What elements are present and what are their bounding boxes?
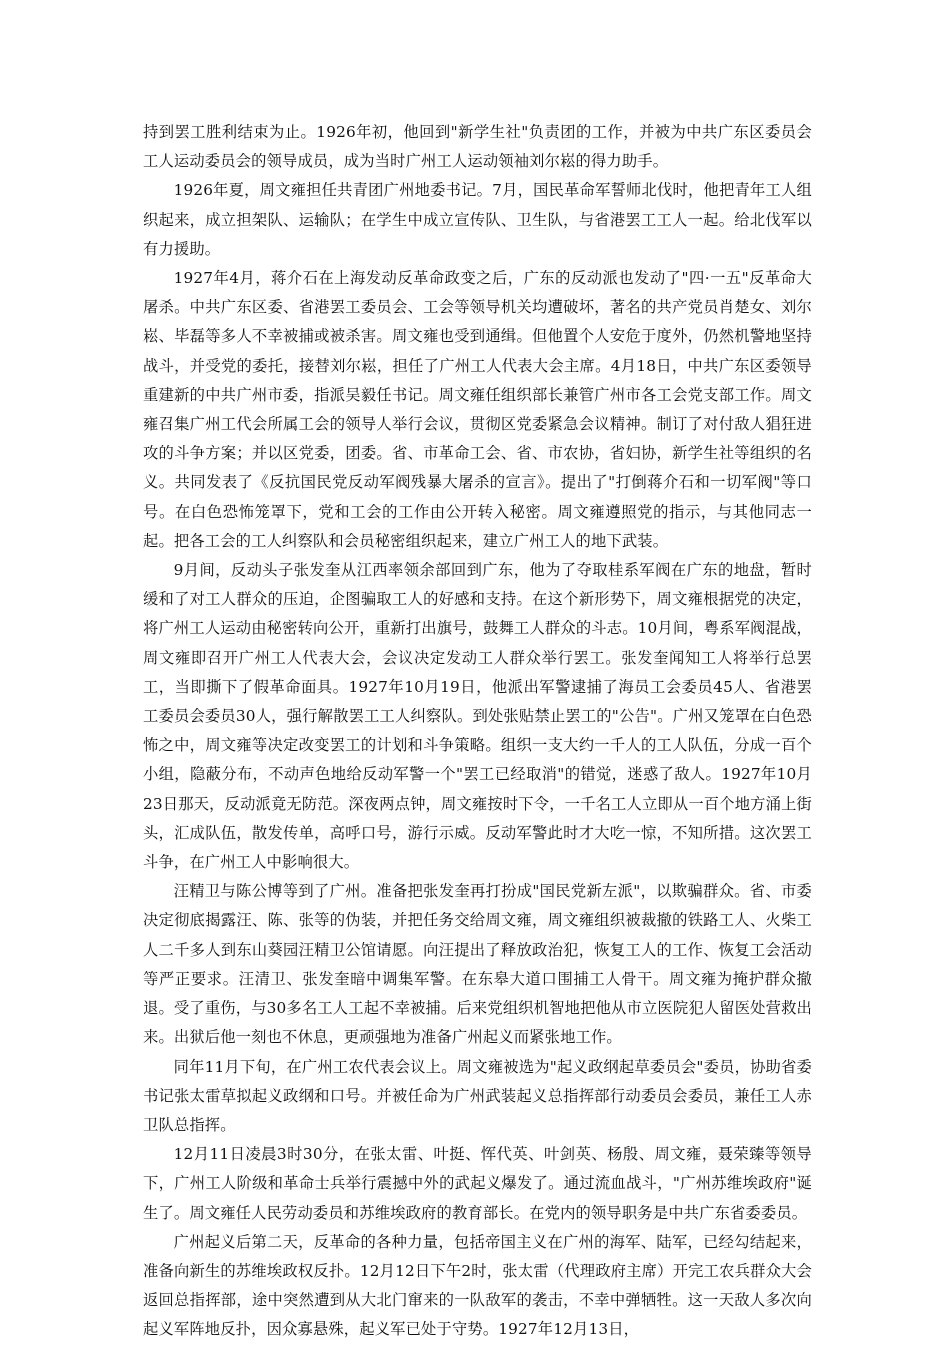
paragraph-5: 汪精卫与陈公博等到了广州。准备把张发奎再打扮成"国民党新左派"，以欺骗群众。省、市委决定彻底揭露汪、陈、张等的伪装，并把任务交给周文雍，周文雍组织被裁撤的铁路工人、火柴工人二千多人到东山葵园汪精卫公馆请愿。向汪提出了释放政治犯，恢复工人的工作、恢复工会活动等严正要求。汪清卫、张发奎暗中调集军警。在东皋大道口围捕工人骨干。周文雍为掩护群众撤退。受了重伤，与30多名工人工起不幸被捕。后来党组织机智地把他从市立医院犯人留医处营救出来。出狱后他一刻也不休息，更顽强地为准备广州起义而紧张地工作。	[143, 882, 812, 1047]
paragraph-8: 广州起义后第二天，反革命的各种力量，包括帝国主义在广州的海军、陆军，已经勾结起来，准备向新生的苏维埃政权反扑。12月12日下午2时，张太雷（代理政府主席）开完工农兵群众大会返回总指挥部，途中突然遭到从大北门窜来的一队敌军的袭击，不幸中弹牺牲。这一天敌人多次向起义军阵地反扑，因众寡悬殊，起义军已处于守势。1927年12月13日，	[143, 1232, 812, 1339]
paragraph-4: 9月间，反动头子张发奎从江西率领余部回到广东，他为了夺取桂系军阀在广东的地盘，暂时缓和了对工人群众的压迫，企图骗取工人的好感和支持。在这个新形势下，周文雍根据党的决定，将广州工人运动由秘密转向公开，重新打出旗号，鼓舞工人群众的斗志。10月间，粤系军阀混战，周文雍即召开广州工人代表大会，会议决定发动工人群众举行罢工。张发奎闻知工人将举行总罢工，当即撕下了假革命面具。1927年10月19日，他派出军警逮捕了海员工会委员45人、省港罢工委员会委员30人，强行解散罢工工人纠察队。到处张贴禁止罢工的"公告"。广州又笼罩在白色恐怖之中，周文雍等决定改变罢工的计划和斗争策略。组织一支大约一千人的工人队伍，分成一百个小组，隐蔽分布，不动声色地给反动军警一个"罢工已经取消"的错觉，迷惑了敌人。1927年10月23日那天，反动派竟无防范。深夜两点钟，周文雍按时下令，一千名工人立即从一百个地方涌上街头，汇成队伍，散发传单，高呼口号，游行示威。反动军警此时才大吃一惊，不知所措。这次罢工斗争，在广州工人中影响很大。	[143, 561, 812, 872]
paragraph-2: 1926年夏，周文雍担任共青团广州地委书记。7月，国民革命军誓师北伐时，他把青年工人组织起来，成立担架队、运输队；在学生中成立宣传队、卫生队，与省港罢工工人一起。给北伐军以有力援助。	[143, 181, 812, 258]
paragraph-1: 持到罢工胜利结束为止。1926年初，他回到"新学生社"负责团的工作，并被为中共广东区委员会工人运动委员会的领导成员，成为当时广州工人运动领袖刘尔崧的得力助手。	[143, 123, 812, 171]
paragraph-7: 12月11日凌晨3时30分，在张太雷、叶挺、恽代英、叶剑英、杨殷、周文雍，聂荣臻等领导下，广州工人阶级和革命士兵举行震撼中外的武起义爆发了。通过流血战斗，"广州苏维埃政府"诞生了。周文雍任人民劳动委员和苏维埃政府的教育部长。在党内的领导职务是中共广东省委委员。	[143, 1145, 812, 1222]
paragraph-6: 同年11月下旬，在广州工农代表会议上。周文雍被选为"起义政纲起草委员会"委员，协助省委书记张太雷草拟起义政纲和口号。并被任命为广州武装起义总指挥部行动委员会委员，兼任工人赤卫队总指挥。	[143, 1057, 812, 1134]
paragraph-3: 1927年4月，蒋介石在上海发动反革命政变之后，广东的反动派也发动了"四·一五"反革命大屠杀。中共广东区委、省港罢工委员会、工会等领导机关均遭破坏，著名的共产党员肖楚女、刘尔崧、毕磊等多人不幸被捕或被杀害。周文雍也受到通缉。但他置个人安危于度外，仍然机警地坚持战斗，并受党的委托，接替刘尔崧，担任了广州工人代表大会主席。4月18日，中共广东区委领导重建新的中共广州市委，指派吴毅任书记。周文雍任组织部长兼管广州市各工会党支部工作。周文雍召集广州工代会所属工会的领导人举行会议，贯彻区党委紧急会议精神。制订了对付敌人猖狂进攻的斗争方案；并以区党委，团委。省、市革命工会、省、市农协，省妇协，新学生社等组织的名义。共同发表了《反抗国民党反动军阀残暴大屠杀的宣言》。提出了"打倒蒋介石和一切军阀"等口号。在白色恐怖笼罩下，党和工会的工作由公开转入秘密。周文雍遵照党的指示，与其他同志一起。把各工会的工人纠察队和会员秘密组织起来，建立广州工人的地下武装。	[143, 269, 812, 550]
